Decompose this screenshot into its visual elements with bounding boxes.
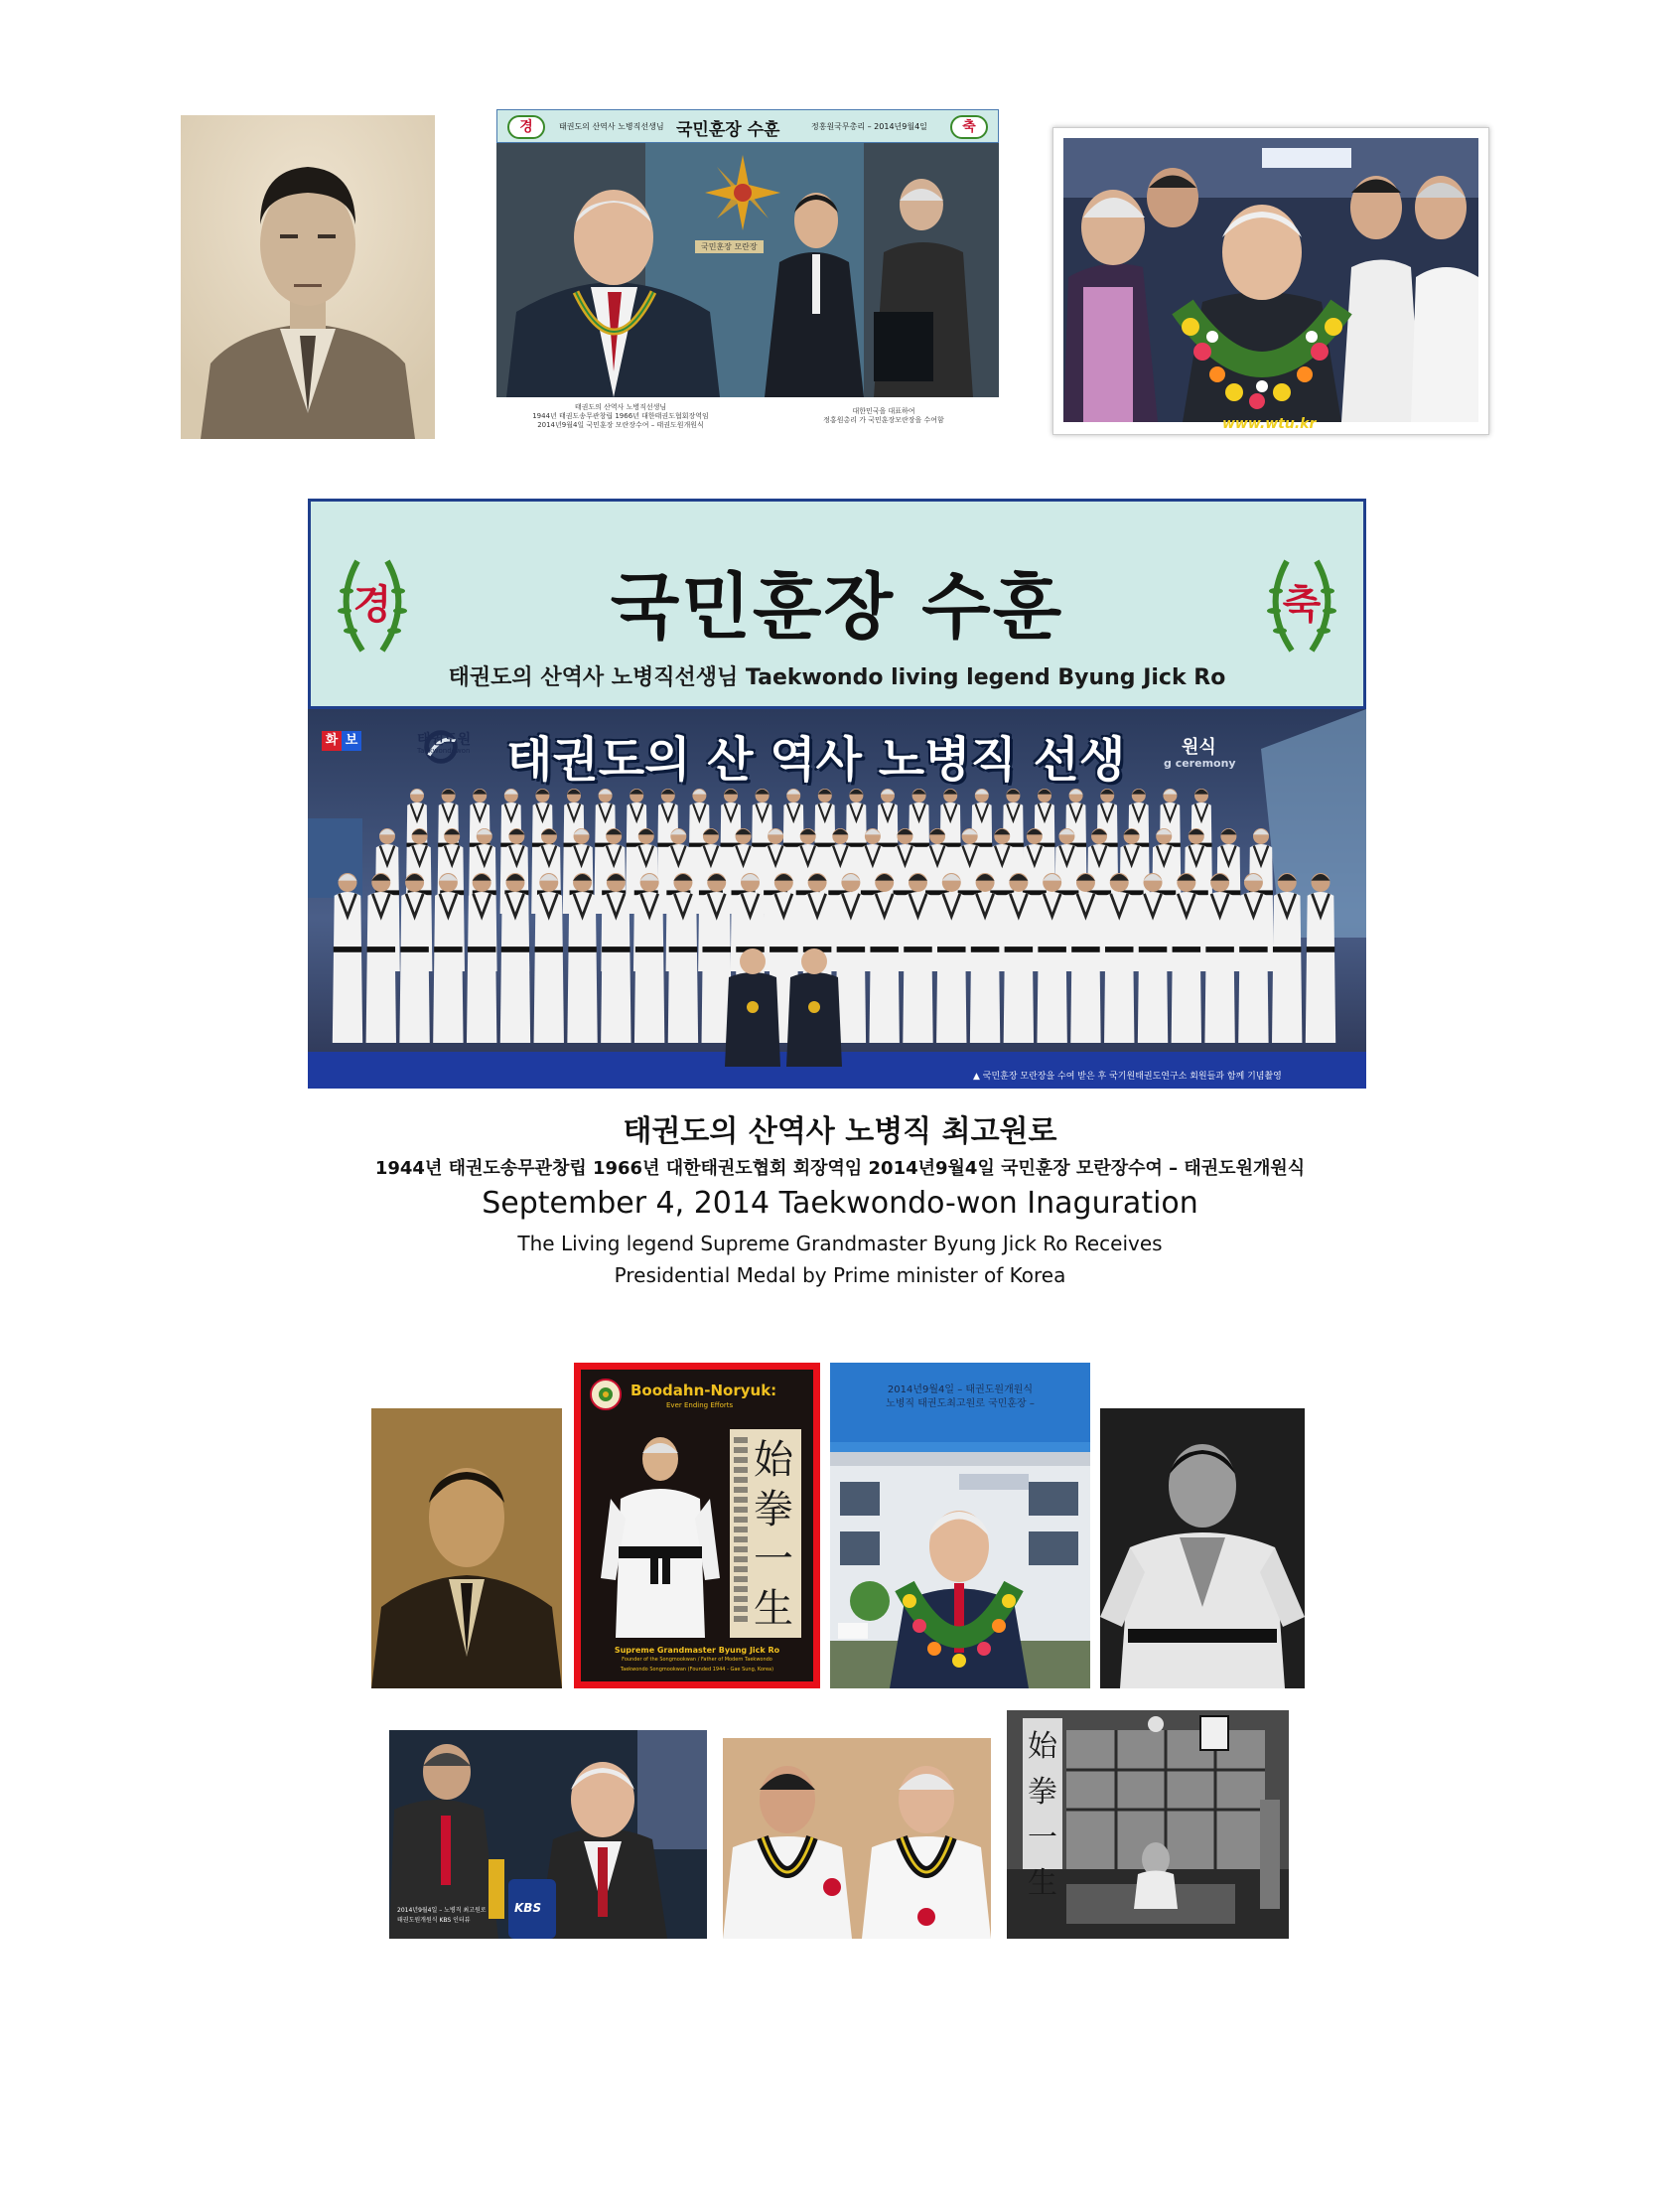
ceremony-bottom-caption: ▲ 국민훈장 모란장을 수여 받은 후 국기원태권도연구소 회원들과 함께 기념촬영 xyxy=(973,1072,1282,1082)
poster-calligraphy-scroll xyxy=(730,1429,801,1638)
tag-a: 화 xyxy=(322,731,342,751)
two-masters-dobok-photo xyxy=(723,1738,991,1939)
group-wreath-photo xyxy=(1063,138,1478,422)
banner-right-wreath-badge xyxy=(1262,551,1341,660)
dojang-desk-photo-bw xyxy=(1007,1710,1289,1939)
caption-heading-en: September 4, 2014 Taekwondo-won Inaguration xyxy=(482,1186,1198,1221)
left-badge: 경 xyxy=(507,115,545,139)
banner-title: 국민훈장 수훈 xyxy=(610,565,1064,649)
medal-panel-header xyxy=(496,109,999,143)
medal-award-panel xyxy=(496,109,999,435)
caption-line-ko: 1944년 태권도송무관창립 1966년 대한태권도협회 회장역임 2014년9월4일 국민훈장 모란장수여 – 태권도원개원식 xyxy=(374,1158,1306,1179)
logo-text-en: Taekwondowon xyxy=(417,747,471,755)
kbs-mic-label: KBS xyxy=(514,1901,542,1915)
banner-right-badge-text: 축 xyxy=(1282,582,1322,628)
poster-caption-1: Supreme Grandmaster Byung Jick Ro xyxy=(614,1646,780,1655)
tag-b: 보 xyxy=(342,731,361,751)
ceremony-headline-tail: 원식 xyxy=(1182,737,1216,758)
banner-subtitle: 태권도의 산역사 노병직선생님 Taekwondo living legend Byung Jick Ro xyxy=(448,665,1226,690)
poster-caption-3: Taekwondo Songmookwan (Founded 1944 - Gae Sung, Korea) xyxy=(620,1667,774,1673)
medal-caption-left-3: 2014년9월4일 국민훈장 모란장수여 – 태권도원개원식 xyxy=(537,421,704,429)
poster-title: Boodahn-Noryuk: xyxy=(630,1382,777,1399)
kbs-interview-photo xyxy=(389,1730,707,1939)
medal-banner xyxy=(308,499,1366,709)
ceremony-group-photo xyxy=(308,709,1366,1089)
portrait-photo-sepia xyxy=(181,115,435,439)
poster-caption-2: Founder of the Songmookwan / Father of Modern Taekwondo xyxy=(622,1657,772,1663)
medal-caption-right-1: 대한민국을 대표하여 xyxy=(852,407,915,415)
ceremony-headline-tail-en: g ceremony xyxy=(1164,757,1236,770)
medal-caption-right-2: 정홍원총리 가 국민훈장모란장을 수여함 xyxy=(823,416,944,424)
watermark-text: www.wtu.kr xyxy=(1222,416,1317,432)
right-badge: 축 xyxy=(950,115,988,139)
logo-text-ko: 태권도원 xyxy=(417,732,472,748)
banner-left-badge-text: 경 xyxy=(352,582,392,628)
medal-ceremony-photo xyxy=(496,143,999,397)
poster-subtitle: Ever Ending Efforts xyxy=(666,1401,734,1409)
medal-tag: 국민훈장 모란장 xyxy=(695,240,764,253)
caption-line-en-1: The Living legend Supreme Grandmaster Byung Jick Ro Receives xyxy=(517,1232,1163,1255)
medal-caption-left-2: 1944년 태권도송무관창립 1966년 대한태권도협회장역임 xyxy=(532,412,709,420)
header-title: 국민훈장 수훈 xyxy=(676,120,780,140)
boodahn-noryuk-poster xyxy=(574,1363,820,1688)
medal-caption-left-1: 태권도의 산역사 노병직선생님 xyxy=(574,403,667,411)
poster-calligraphy-text: 始拳一生 xyxy=(754,1437,793,1632)
caption-line-en-2: Presidential Medal by Prime minister of Korea xyxy=(614,1263,1066,1287)
young-dobok-portrait-photo xyxy=(1100,1408,1305,1688)
young-portrait-photo xyxy=(371,1408,562,1688)
group-wreath-photo-frame xyxy=(1052,127,1489,435)
poster-black-belt-figure xyxy=(601,1429,720,1638)
taekwondowon-logo xyxy=(381,727,500,763)
dojang-calligraphy-scroll-text: 始拳一生 xyxy=(1028,1729,1057,1901)
interview-caption-1: 2014년9월4일 – 노병직 최고원로 xyxy=(397,1907,487,1914)
ceremony-headline: 태권도의 산 역사 노병직 선생 xyxy=(506,732,1126,788)
building-caption-1: 2014년9월4일 – 태권도원개원식 xyxy=(887,1384,1034,1395)
poster-inner xyxy=(581,1370,813,1681)
songmookwan-emblem-icon xyxy=(589,1378,623,1411)
caption-heading-ko: 태권도의 산역사 노병직 최고원로 xyxy=(623,1114,1057,1149)
poster-calligraphy-side-marks xyxy=(734,1437,748,1626)
taekwondowon-building-photo xyxy=(830,1363,1090,1688)
building-caption-2: 노병직 태권도최고원로 국민훈장 – xyxy=(886,1398,1035,1409)
header-small-left: 태권도의 산역사 노병직선생님 xyxy=(559,122,664,131)
interview-caption-2: 태권도원개원식 KBS 인터뷰 xyxy=(397,1917,471,1924)
header-small-right: 정홍원국무총리 – 2014년9월4일 xyxy=(811,122,927,131)
